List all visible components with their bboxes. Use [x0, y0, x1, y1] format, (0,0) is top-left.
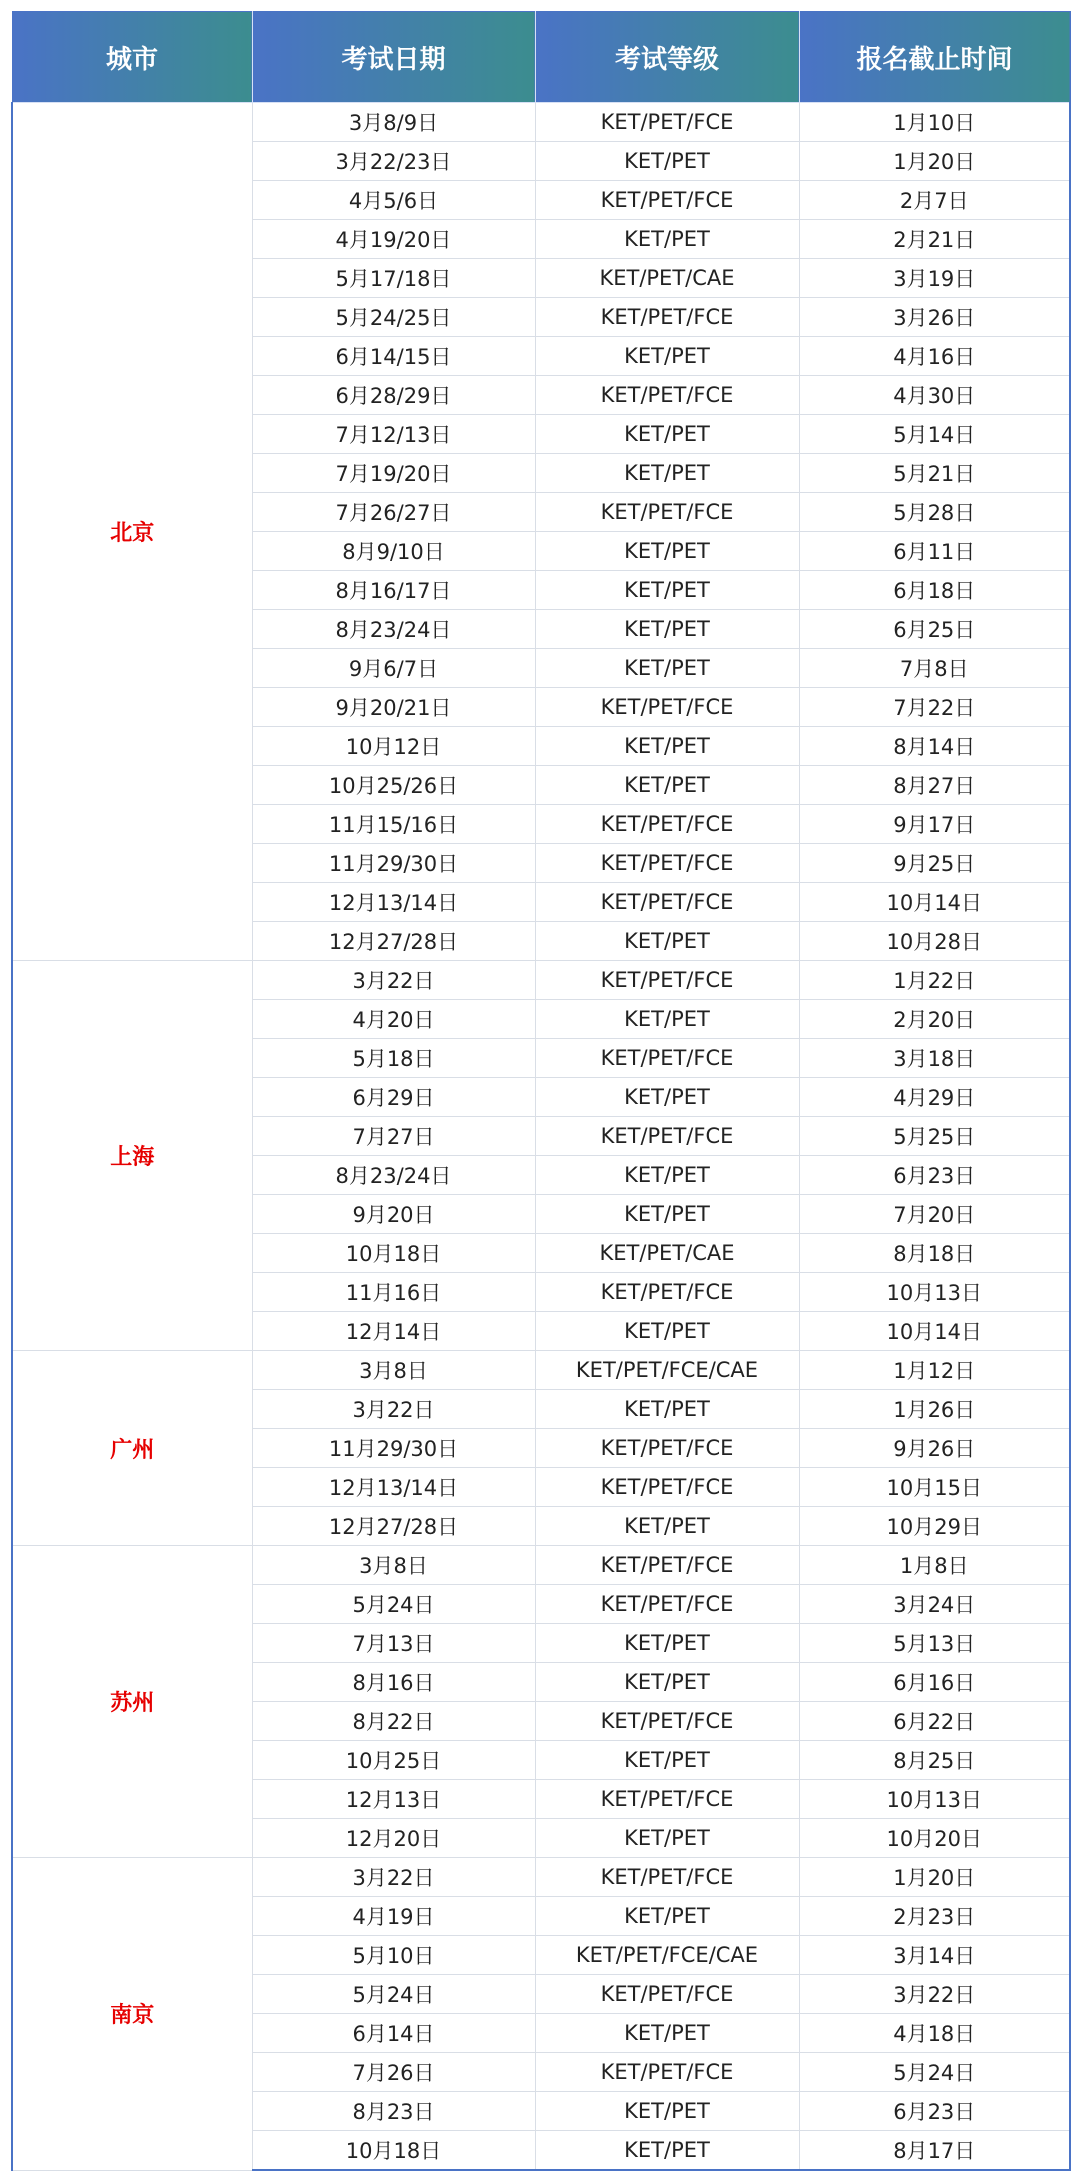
exam-level-cell: KET/PET — [535, 1624, 799, 1663]
exam-level-cell: KET/PET/FCE — [535, 1858, 799, 1897]
exam-date-cell: 11月29/30日 — [252, 844, 535, 883]
exam-level-cell: KET/PET — [535, 337, 799, 376]
exam-date-cell: 12月27/28日 — [252, 1507, 535, 1546]
exam-level-cell: KET/PET — [535, 649, 799, 688]
table-row — [12, 1858, 1070, 1897]
deadline-cell: 6月23日 — [799, 2092, 1070, 2131]
deadline-cell: 6月23日 — [799, 1156, 1070, 1195]
deadline-cell: 9月26日 — [799, 1429, 1070, 1468]
exam-level-cell: KET/PET/FCE — [535, 181, 799, 220]
exam-date-cell: 10月18日 — [252, 2131, 535, 2171]
exam-date-cell: 5月18日 — [252, 1039, 535, 1078]
exam-date-cell: 9月20/21日 — [252, 688, 535, 727]
exam-level-cell: KET/PET — [535, 532, 799, 571]
exam-schedule-table — [11, 11, 1071, 2171]
exam-level-cell: KET/PET — [535, 1819, 799, 1858]
exam-date-cell: 8月9/10日 — [252, 532, 535, 571]
deadline-cell: 3月14日 — [799, 1936, 1070, 1975]
exam-date-cell: 7月27日 — [252, 1117, 535, 1156]
exam-date-cell: 7月26/27日 — [252, 493, 535, 532]
deadline-cell: 6月16日 — [799, 1663, 1070, 1702]
exam-date-cell: 4月19日 — [252, 1897, 535, 1936]
exam-date-cell: 7月26日 — [252, 2053, 535, 2092]
deadline-cell: 3月22日 — [799, 1975, 1070, 2014]
deadline-cell: 6月22日 — [799, 1702, 1070, 1741]
city-cell: 广州 — [12, 1351, 252, 1546]
exam-level-cell: KET/PET — [535, 454, 799, 493]
exam-date-cell: 10月12日 — [252, 727, 535, 766]
exam-level-cell: KET/PET — [535, 220, 799, 259]
city-cell: 北京 — [12, 103, 252, 961]
exam-level-cell: KET/PET/FCE — [535, 1468, 799, 1507]
exam-date-cell: 12月13/14日 — [252, 883, 535, 922]
deadline-cell: 5月25日 — [799, 1117, 1070, 1156]
exam-level-cell: KET/PET/FCE — [535, 493, 799, 532]
exam-date-cell: 12月20日 — [252, 1819, 535, 1858]
deadline-cell: 6月11日 — [799, 532, 1070, 571]
deadline-cell: 10月29日 — [799, 1507, 1070, 1546]
exam-level-cell: KET/PET/FCE — [535, 1273, 799, 1312]
exam-date-cell: 7月13日 — [252, 1624, 535, 1663]
exam-date-cell: 8月23日 — [252, 2092, 535, 2131]
exam-level-cell: KET/PET/FCE/CAE — [535, 1351, 799, 1390]
exam-date-cell: 6月29日 — [252, 1078, 535, 1117]
exam-date-cell: 5月24/25日 — [252, 298, 535, 337]
deadline-cell: 5月13日 — [799, 1624, 1070, 1663]
exam-date-cell: 12月14日 — [252, 1312, 535, 1351]
deadline-cell: 6月25日 — [799, 610, 1070, 649]
city-cell: 上海 — [12, 961, 252, 1351]
exam-level-cell: KET/PET — [535, 922, 799, 961]
exam-date-cell: 4月20日 — [252, 1000, 535, 1039]
deadline-cell: 8月25日 — [799, 1741, 1070, 1780]
table-row — [12, 1546, 1070, 1585]
deadline-cell: 4月29日 — [799, 1078, 1070, 1117]
exam-date-cell: 9月20日 — [252, 1195, 535, 1234]
exam-date-cell: 5月24日 — [252, 1975, 535, 2014]
exam-level-cell: KET/PET — [535, 142, 799, 181]
exam-level-cell: KET/PET — [535, 571, 799, 610]
deadline-cell: 10月15日 — [799, 1468, 1070, 1507]
exam-level-cell: KET/PET/FCE — [535, 1117, 799, 1156]
deadline-cell: 3月24日 — [799, 1585, 1070, 1624]
exam-level-cell: KET/PET — [535, 1663, 799, 1702]
exam-level-cell: KET/PET/FCE — [535, 376, 799, 415]
exam-level-cell: KET/PET/CAE — [535, 1234, 799, 1273]
exam-level-cell: KET/PET/FCE — [535, 961, 799, 1000]
exam-level-cell: KET/PET — [535, 1078, 799, 1117]
exam-date-cell: 3月8日 — [252, 1546, 535, 1585]
exam-date-cell: 3月8日 — [252, 1351, 535, 1390]
deadline-cell: 4月30日 — [799, 376, 1070, 415]
table-body — [12, 103, 1070, 2171]
exam-level-cell: KET/PET/FCE — [535, 1546, 799, 1585]
exam-date-cell: 3月22/23日 — [252, 142, 535, 181]
table-header — [12, 12, 1070, 103]
exam-level-cell: KET/PET/FCE — [535, 2053, 799, 2092]
deadline-cell: 5月24日 — [799, 2053, 1070, 2092]
exam-date-cell: 10月25/26日 — [252, 766, 535, 805]
deadline-cell: 2月7日 — [799, 181, 1070, 220]
exam-level-cell: KET/PET/FCE — [535, 298, 799, 337]
exam-date-cell: 3月22日 — [252, 1390, 535, 1429]
exam-level-cell: KET/PET/FCE — [535, 883, 799, 922]
deadline-cell: 3月18日 — [799, 1039, 1070, 1078]
deadline-cell: 5月21日 — [799, 454, 1070, 493]
deadline-cell: 9月17日 — [799, 805, 1070, 844]
exam-date-cell: 4月5/6日 — [252, 181, 535, 220]
exam-date-cell: 10月25日 — [252, 1741, 535, 1780]
exam-date-cell: 8月22日 — [252, 1702, 535, 1741]
deadline-cell: 1月20日 — [799, 1858, 1070, 1897]
deadline-cell: 4月18日 — [799, 2014, 1070, 2053]
deadline-cell: 1月20日 — [799, 142, 1070, 181]
exam-date-cell: 5月17/18日 — [252, 259, 535, 298]
exam-date-cell: 12月13日 — [252, 1780, 535, 1819]
exam-date-cell: 9月6/7日 — [252, 649, 535, 688]
exam-date-cell: 7月19/20日 — [252, 454, 535, 493]
exam-level-cell: KET/PET — [535, 766, 799, 805]
exam-level-cell: KET/PET — [535, 1195, 799, 1234]
exam-level-cell: KET/PET/FCE — [535, 805, 799, 844]
deadline-cell: 7月22日 — [799, 688, 1070, 727]
header-deadline: 报名截止时间 — [799, 12, 1070, 103]
exam-level-cell: KET/PET — [535, 1156, 799, 1195]
exam-date-cell: 11月29/30日 — [252, 1429, 535, 1468]
exam-date-cell: 12月13/14日 — [252, 1468, 535, 1507]
deadline-cell: 1月26日 — [799, 1390, 1070, 1429]
exam-date-cell: 8月16/17日 — [252, 571, 535, 610]
deadline-cell: 10月13日 — [799, 1780, 1070, 1819]
deadline-cell: 1月10日 — [799, 103, 1070, 142]
deadline-cell: 7月20日 — [799, 1195, 1070, 1234]
exam-level-cell: KET/PET — [535, 2131, 799, 2171]
deadline-cell: 9月25日 — [799, 844, 1070, 883]
exam-level-cell: KET/PET — [535, 1507, 799, 1546]
exam-level-cell: KET/PET — [535, 1897, 799, 1936]
exam-date-cell: 3月22日 — [252, 961, 535, 1000]
deadline-cell: 2月20日 — [799, 1000, 1070, 1039]
exam-level-cell: KET/PET/FCE — [535, 844, 799, 883]
header-city: 城市 — [12, 12, 252, 103]
exam-level-cell: KET/PET/FCE — [535, 1975, 799, 2014]
exam-date-cell: 10月18日 — [252, 1234, 535, 1273]
exam-date-cell: 11月16日 — [252, 1273, 535, 1312]
exam-date-cell: 12月27/28日 — [252, 922, 535, 961]
exam-level-cell: KET/PET — [535, 2014, 799, 2053]
exam-level-cell: KET/PET — [535, 2092, 799, 2131]
deadline-cell: 1月22日 — [799, 961, 1070, 1000]
table-row — [12, 1351, 1070, 1390]
deadline-cell: 5月28日 — [799, 493, 1070, 532]
exam-date-cell: 6月28/29日 — [252, 376, 535, 415]
table-row — [12, 103, 1070, 142]
deadline-cell: 3月26日 — [799, 298, 1070, 337]
deadline-cell: 2月21日 — [799, 220, 1070, 259]
exam-date-cell: 11月15/16日 — [252, 805, 535, 844]
deadline-cell: 10月13日 — [799, 1273, 1070, 1312]
exam-level-cell: KET/PET — [535, 1741, 799, 1780]
deadline-cell: 1月8日 — [799, 1546, 1070, 1585]
exam-level-cell: KET/PET/FCE — [535, 103, 799, 142]
exam-level-cell: KET/PET — [535, 1000, 799, 1039]
exam-date-cell: 8月23/24日 — [252, 1156, 535, 1195]
city-cell: 南京 — [12, 1858, 252, 2171]
exam-level-cell: KET/PET/FCE — [535, 1585, 799, 1624]
header-exam-level: 考试等级 — [535, 12, 799, 103]
deadline-cell: 8月18日 — [799, 1234, 1070, 1273]
deadline-cell: 2月23日 — [799, 1897, 1070, 1936]
exam-level-cell: KET/PET/CAE — [535, 259, 799, 298]
exam-level-cell: KET/PET/FCE — [535, 1429, 799, 1468]
exam-level-cell: KET/PET — [535, 727, 799, 766]
deadline-cell: 1月12日 — [799, 1351, 1070, 1390]
deadline-cell: 7月8日 — [799, 649, 1070, 688]
exam-level-cell: KET/PET/FCE — [535, 1780, 799, 1819]
exam-date-cell: 6月14日 — [252, 2014, 535, 2053]
deadline-cell: 8月27日 — [799, 766, 1070, 805]
exam-date-cell: 3月22日 — [252, 1858, 535, 1897]
exam-level-cell: KET/PET — [535, 1390, 799, 1429]
exam-level-cell: KET/PET — [535, 415, 799, 454]
exam-date-cell: 3月8/9日 — [252, 103, 535, 142]
deadline-cell: 8月14日 — [799, 727, 1070, 766]
deadline-cell: 5月14日 — [799, 415, 1070, 454]
city-cell: 苏州 — [12, 1546, 252, 1858]
exam-date-cell: 8月23/24日 — [252, 610, 535, 649]
exam-date-cell: 8月16日 — [252, 1663, 535, 1702]
deadline-cell: 10月20日 — [799, 1819, 1070, 1858]
table-row — [12, 961, 1070, 1000]
exam-level-cell: KET/PET/FCE — [535, 688, 799, 727]
exam-date-cell: 5月10日 — [252, 1936, 535, 1975]
exam-level-cell: KET/PET/FCE/CAE — [535, 1936, 799, 1975]
exam-level-cell: KET/PET — [535, 1312, 799, 1351]
deadline-cell: 4月16日 — [799, 337, 1070, 376]
deadline-cell: 3月19日 — [799, 259, 1070, 298]
exam-date-cell: 6月14/15日 — [252, 337, 535, 376]
exam-date-cell: 4月19/20日 — [252, 220, 535, 259]
deadline-cell: 10月14日 — [799, 883, 1070, 922]
exam-date-cell: 5月24日 — [252, 1585, 535, 1624]
exam-level-cell: KET/PET/FCE — [535, 1039, 799, 1078]
deadline-cell: 10月28日 — [799, 922, 1070, 961]
deadline-cell: 8月17日 — [799, 2131, 1070, 2171]
deadline-cell: 6月18日 — [799, 571, 1070, 610]
header-row — [12, 12, 1070, 103]
exam-level-cell: KET/PET/FCE — [535, 1702, 799, 1741]
exam-date-cell: 7月12/13日 — [252, 415, 535, 454]
header-exam-date: 考试日期 — [252, 12, 535, 103]
exam-level-cell: KET/PET — [535, 610, 799, 649]
deadline-cell: 10月14日 — [799, 1312, 1070, 1351]
